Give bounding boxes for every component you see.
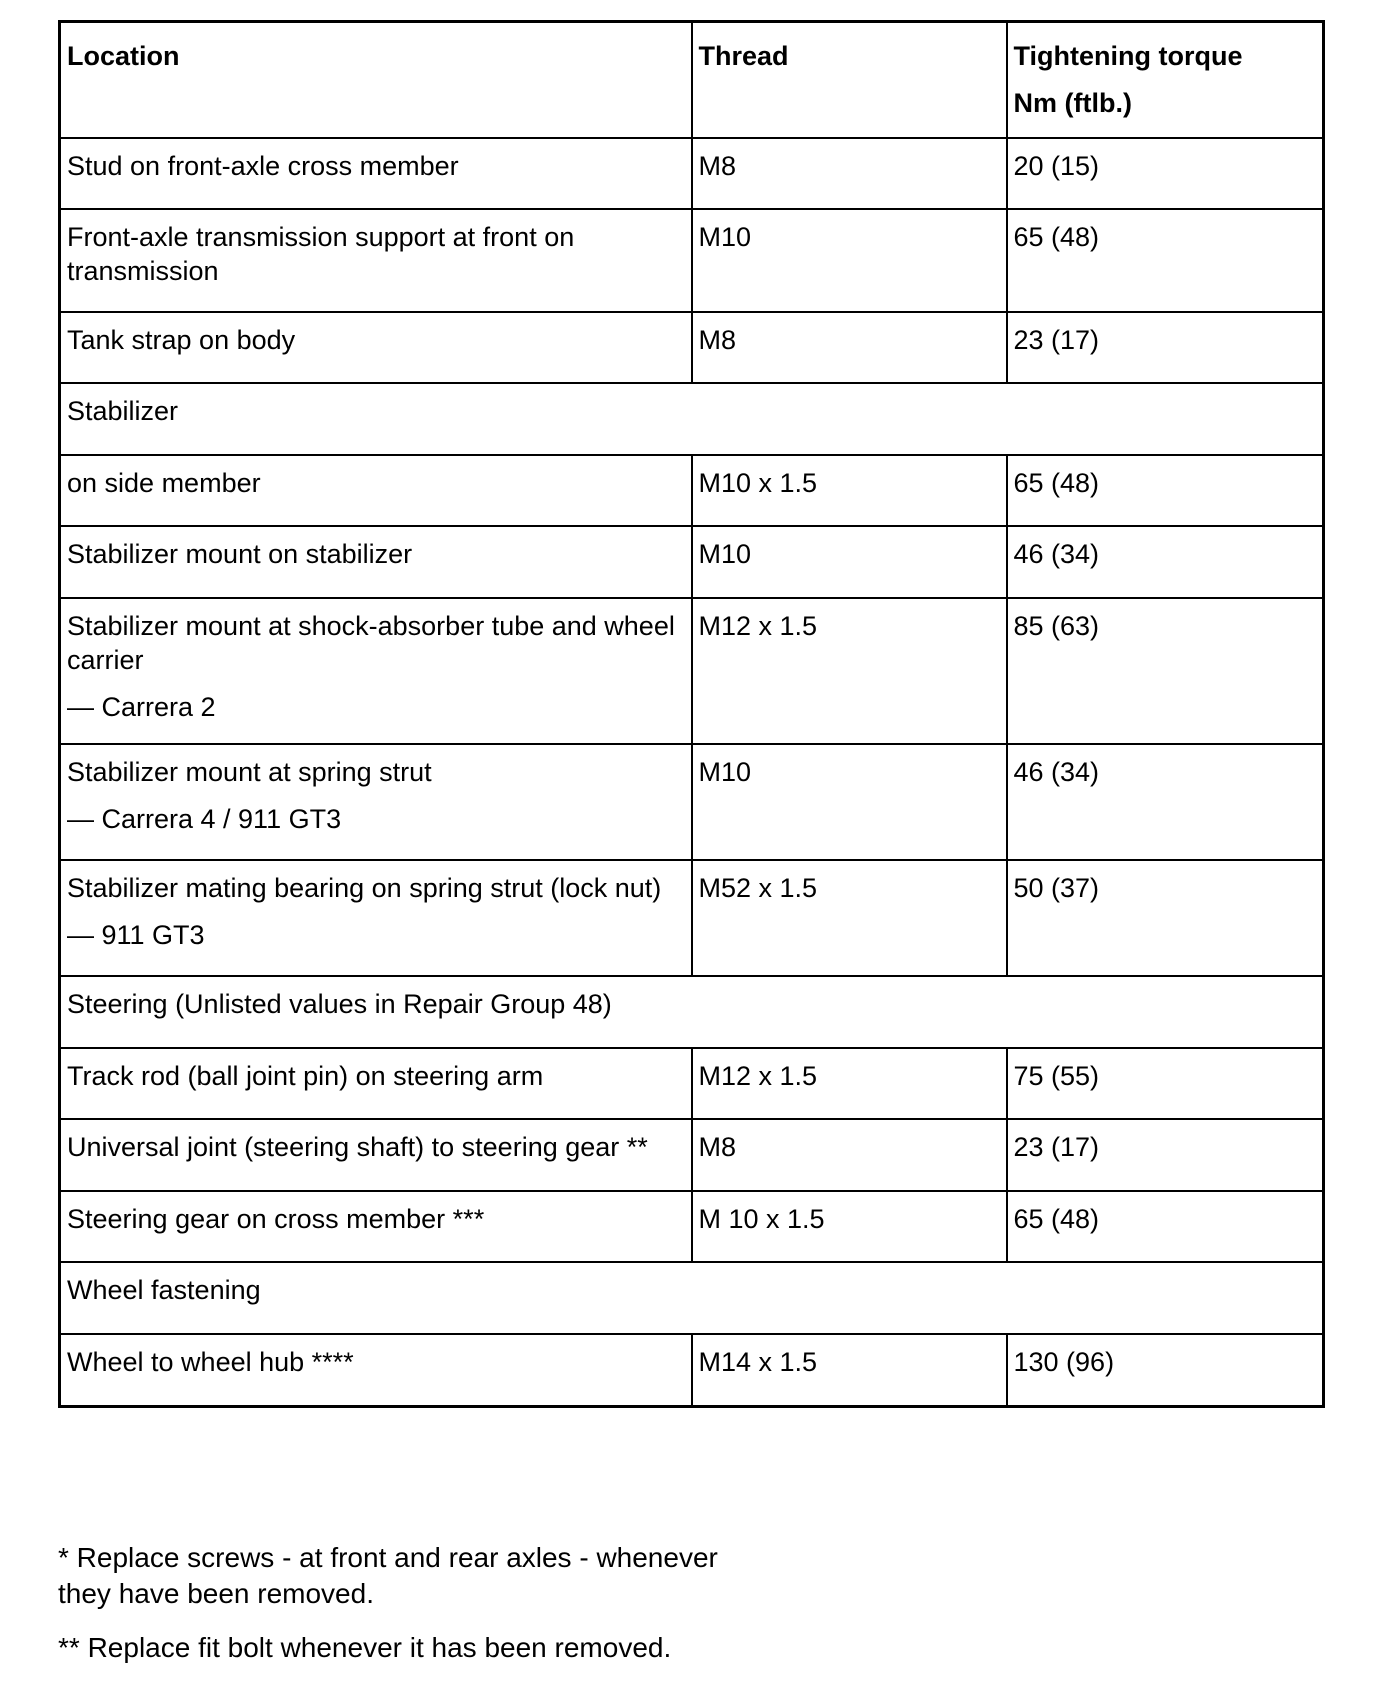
- cell-location: Wheel to wheel hub ****: [60, 1334, 692, 1406]
- table-row: [60, 455, 1324, 526]
- cell-location: Stabilizer mount on stabilizer: [60, 526, 692, 598]
- footnote-2: ** Replace fit bolt whenever it has been removed.: [58, 1632, 672, 1663]
- table-row: [60, 1048, 1324, 1119]
- cell-torque: 46 (34): [1007, 526, 1324, 598]
- cell-torque: 130 (96): [1007, 1334, 1324, 1406]
- cell-location: [60, 598, 692, 744]
- cell-torque: 65 (48): [1007, 209, 1324, 312]
- cell-location: Steering gear on cross member ***: [60, 1191, 692, 1262]
- cell-thread: M10: [692, 744, 1007, 860]
- cell-thread: M12 x 1.5: [692, 1048, 1007, 1119]
- table-row: [60, 138, 1324, 209]
- cell-torque: 75 (55): [1007, 1048, 1324, 1119]
- cell-thread: M14 x 1.5: [692, 1334, 1007, 1406]
- cell-location-line2: carrier: [67, 645, 144, 675]
- table-row: [60, 1191, 1324, 1262]
- cell-location: [60, 209, 692, 312]
- section-row-steering: [60, 976, 1324, 1048]
- footnotes: [58, 1540, 818, 1684]
- table-row: [60, 598, 1324, 744]
- table-row: [60, 860, 1324, 976]
- cell-torque: 65 (48): [1007, 455, 1324, 526]
- cell-torque: 20 (15): [1007, 138, 1324, 209]
- cell-torque: 23 (17): [1007, 1119, 1324, 1191]
- cell-location-line1: Stabilizer mount at shock-absorber tube and wheel: [67, 611, 675, 641]
- table-row: [60, 526, 1324, 598]
- cell-thread: M10 x 1.5: [692, 455, 1007, 526]
- section-heading: Steering (Unlisted values in Repair Group 48): [60, 976, 1324, 1048]
- header-torque-line2: Nm (ftlb.): [1013, 88, 1132, 118]
- cell-location-line2: transmission: [67, 256, 219, 286]
- cell-location: Tank strap on body: [60, 312, 692, 383]
- footnote-1-line2: they have been removed.: [58, 1578, 374, 1609]
- cell-thread: M8: [692, 1119, 1007, 1191]
- cell-variant: — Carrera 2: [67, 692, 216, 722]
- cell-torque: 23 (17): [1007, 312, 1324, 383]
- cell-torque: 46 (34): [1007, 744, 1324, 860]
- cell-location: Universal joint (steering shaft) to steering gear **: [60, 1119, 692, 1191]
- section-heading: Stabilizer: [60, 383, 1324, 455]
- table-row: [60, 312, 1324, 383]
- cell-thread: M12 x 1.5: [692, 598, 1007, 744]
- table-row: [60, 209, 1324, 312]
- cell-variant: — Carrera 4 / 911 GT3: [67, 804, 342, 834]
- section-row-wheel: [60, 1262, 1324, 1334]
- cell-location: Track rod (ball joint pin) on steering arm: [60, 1048, 692, 1119]
- cell-location-line1: Stabilizer mount at spring strut: [67, 757, 432, 787]
- footnote-1-line1: * Replace screws - at front and rear axles - whenever: [58, 1542, 718, 1573]
- cell-torque: 50 (37): [1007, 860, 1324, 976]
- cell-torque: 85 (63): [1007, 598, 1324, 744]
- section-heading: Wheel fastening: [60, 1262, 1324, 1334]
- header-thread: Thread: [692, 22, 1007, 139]
- cell-thread: M8: [692, 138, 1007, 209]
- header-torque-line1: Tightening torque: [1013, 41, 1243, 71]
- cell-location: on side member: [60, 455, 692, 526]
- cell-thread: M10: [692, 526, 1007, 598]
- header-torque: [1007, 22, 1324, 139]
- table-row: [60, 744, 1324, 860]
- table-header-row: [60, 22, 1324, 139]
- cell-thread: M 10 x 1.5: [692, 1191, 1007, 1262]
- cell-torque: 65 (48): [1007, 1191, 1324, 1262]
- cell-variant: — 911 GT3: [67, 920, 205, 950]
- cell-location-line1: Front-axle transmission support at front on: [67, 222, 575, 252]
- table-row: [60, 1334, 1324, 1406]
- cell-location: [60, 744, 692, 860]
- cell-thread: M10: [692, 209, 1007, 312]
- cell-location: [60, 860, 692, 976]
- cell-location-line1: Stabilizer mating bearing on spring strut (lock nut): [67, 873, 662, 903]
- cell-thread: M52 x 1.5: [692, 860, 1007, 976]
- footnote-1: [58, 1540, 818, 1612]
- cell-location: Stud on front-axle cross member: [60, 138, 692, 209]
- section-row-stabilizer: [60, 383, 1324, 455]
- table-row: [60, 1119, 1324, 1191]
- torque-specification-table: [58, 20, 1325, 1408]
- cell-thread: M8: [692, 312, 1007, 383]
- header-location: Location: [60, 22, 692, 139]
